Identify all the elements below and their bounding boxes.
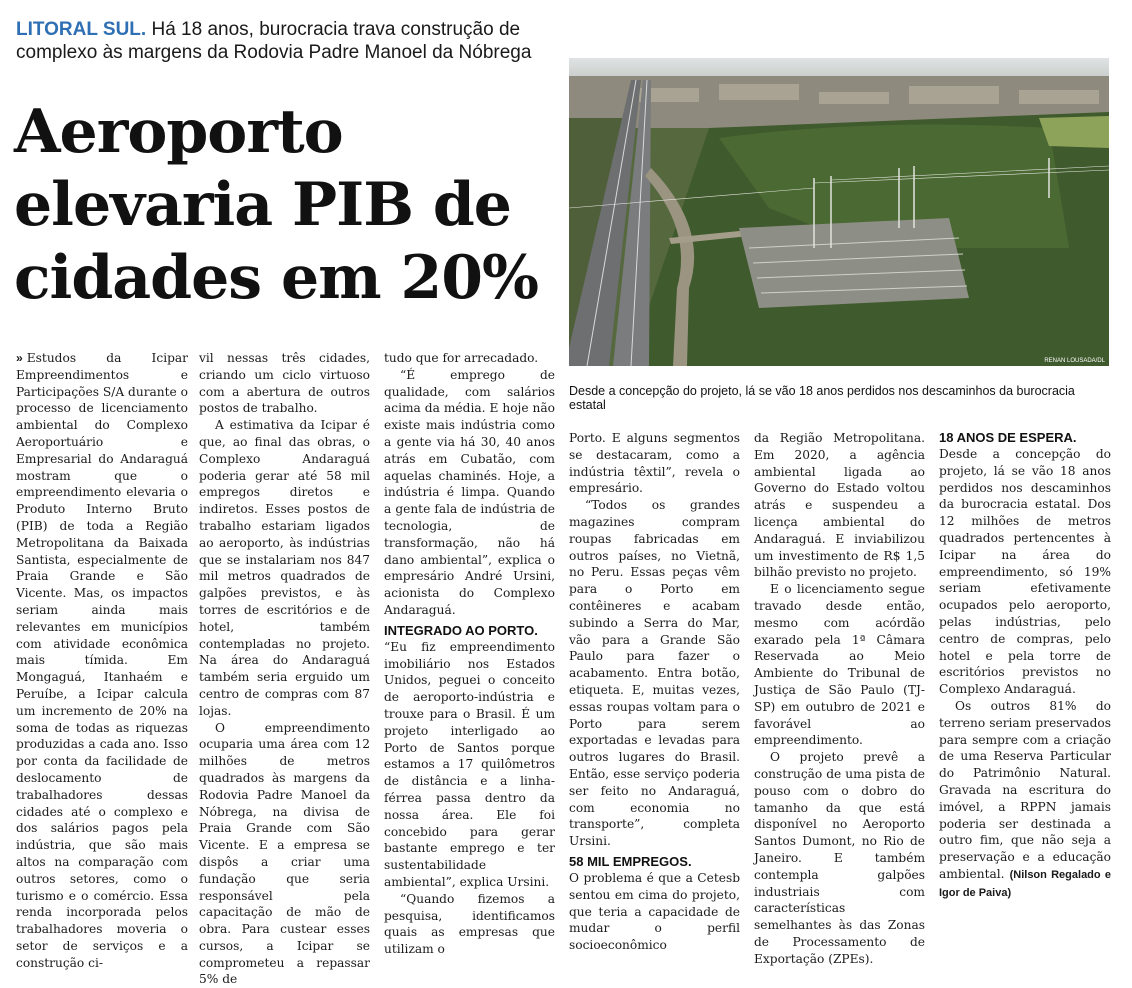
photo-caption: Desde a concepção do projeto, lá se vão 18 anos perdidos nos descaminhos da burocracia estatal (569, 384, 1075, 412)
article-column-4 (569, 430, 740, 954)
paragraph (939, 698, 1111, 902)
paragraph: “Quando fizemos a pesquisa, identificamos quais as empresas que utilizam o (384, 891, 555, 957)
paragraph-text: Estudos da Icipar Empreendimentos e Participações S/A durante o processo de licenciamento ambiental do Complexo Aeroportuário e Empresarial do Andaraguá mostram que o empreendimento elevaria o Produto Interno Bruto (PIB) de toda a Região Metropolitana da Baixada Santista, especialmente de Praia Grande e São Vicente. Mas, os impactos seriam ainda mais relevantes em municípios com atividade econômica mais tímida. Em Mongaguá, Itanhaém e Peruíbe, a Icipar calcula um incremento de 20% na soma de todas as riquezas produzidas a cada ano. Isso por conta da facilidade de deslocamento de trabalhadores dessas cidades até o complexo e dos salários pagos pela indústria, que são mais altos na comparação com outros setores, como o turismo e o comércio. Essa renda incorporada pelos trabalhadores moveria o setor de serviços e a construção ci- (16, 351, 188, 970)
article-column-2 (199, 350, 370, 988)
paragraph: da Região Metropolitana. Em 2020, a agência ambiental ligada ao Governo do Estado voltou atrás e suspendeu a licença ambiental do Andaraguá. E inviabilizou um investimento de R$ 1,5 bilhão previsto no projeto. (754, 431, 925, 580)
paragraph: O projeto prevê a construção de uma pista de pouso com o dobro do tamanho da que está disponível no Aeroporto Santos Dumont, no Rio de Janeiro. E também contempla galpões industriais com características semelhantes às das Zonas de Processamento de Exportação (ZPEs). (754, 750, 925, 966)
paragraph: E o licenciamento segue travado desde então, mesmo com acórdão exarado pela 1ª Câmara Reservada ao Meio Ambiente do Tribunal de Justiça de São Paulo (TJ-SP) em outubro de 2021 e favorável ao empreendimento. (754, 582, 925, 748)
paragraph: Desde a concepção do projeto, lá se vão 18 anos perdidos nos descaminhos da burocracia estatal. Dos 12 milhões de metros quadrados pertencentes à Icipar na área do empreendimento, só 19% seriam efetivamente ocupados pelo aeroporto, pelas indústrias, pelo centro de compras, pelo hotel e pela torre de escritórios previstos no Complexo Andaraguá. (939, 447, 1111, 697)
kicker (16, 18, 546, 64)
subheading: 58 MIL EMPREGOS. (569, 853, 692, 869)
paragraph: Porto. E alguns segmentos se destacaram, como a indústria têxtil”, revela o empresário. (569, 431, 740, 496)
paragraph-text: Os outros 81% do terreno seriam preservados para sempre com a criação de uma Reserva Particular do Patrimônio Natural. Gravada na escritura do imóvel, a RPPN jamais poderia ser destinada a outro fim, que não seja a preservação e a educação ambiental. (939, 698, 1111, 881)
article-column-3 (384, 350, 555, 958)
article-column-1 (16, 350, 188, 971)
subheading: 18 ANOS DE ESPERA. (939, 430, 1077, 445)
article-column-5 (754, 430, 925, 968)
article-column-6 (939, 430, 1111, 902)
photo-illustration (569, 58, 1109, 366)
chevron-right-icon: » (16, 351, 23, 365)
paragraph: “Eu fiz empreendimento imobiliário nos Estados Unidos, peguei o conceito de aeroporto-indústria e trouxe para o Brasil. É um projeto interligado ao Porto de Santos porque estamos a 17 quilômetros de distância e a linha-férrea passa dentro da nossa área. Ele foi concebido para gerar bastante emprego e ter sustentabilidade ambiental”, explica Ursini. (384, 639, 555, 889)
paragraph: A estimativa da Icipar é que, ao final das obras, o Complexo Andaraguá poderia gerar até 58 mil empregos diretos e indiretos. Esses postos de trabalho estariam ligados ao aeroporto, às indústrias que se instalariam nos 847 mil metros quadrados de galpões previstos, e às torres de escritórios e de hotel, também contempladas no projeto. Na área do Andaraguá também seria erguido um centro de compras com 87 lojas. (199, 418, 370, 718)
paragraph: O problema é que a Cetesb sentou em cima do projeto, que teria a capacidade de mudar o perfil socioeconômico (569, 870, 740, 953)
paragraph (16, 350, 188, 971)
paragraph: “É emprego de qualidade, com salários acima da média. E hoje não existe mais indústria como a gente via há 30, 40 anos atrás em Cubatão, com aquelas chaminés. Hoje, a indústria é limpa. Quando a gente fala de indústria de tecnologia, de transformação, não há dano ambiental”, explica o empresário André Ursini, acionista do Complexo Andaraguá. (384, 367, 555, 617)
paragraph: vil nessas três cidades, criando um ciclo virtuoso com a abertura de outros postos de trabalho. (199, 351, 370, 416)
author-signature: (Nilson Regalado e Igor de Paiva) (939, 868, 1111, 899)
paragraph: tudo que for arrecadado. (384, 351, 539, 365)
kicker-text: Há 18 anos, burocracia trava construção de complexo às margens da Rodovia Padre Manoel da Nóbrega (16, 19, 532, 63)
photo-credit: RENAN LOUSADA/DL (1044, 358, 1105, 364)
headline: Aeroporto elevaria PIB de cidades em 20% (14, 97, 539, 313)
subheading: INTEGRADO AO PORTO. (384, 622, 538, 638)
paragraph: “Todos os grandes magazines compram roupas fabricadas em outros países, no Vietnã, no Peru. Essas peças vêm para o Porto em contêineres e acabam subindo a Serra do Mar, vão para a Grande São Paulo para fazer o acabamento. Entra botão, etiqueta. E, muitas vezes, essas roupas voltam para o Porto para serem exportadas e levadas para outros lugares do Brasil. Então, esse serviço poderia ser feito no Andaraguá, com economia no transporte”, completa Ursini. (569, 498, 740, 849)
kicker-tag: LITORAL SUL. (16, 19, 147, 40)
aerial-photo (569, 58, 1109, 366)
paragraph: O empreendimento ocuparia uma área com 12 milhões de metros quadrados às margens da Rodovia Padre Manoel da Nóbrega, na divisa de Praia Grande com São Vicente. E a empresa se dispôs a criar uma fundação que seria responsável pela capacitação de mão de obra. Para custear esses cursos, a Icipar se comprometeu a repassar 5% de (199, 720, 370, 987)
